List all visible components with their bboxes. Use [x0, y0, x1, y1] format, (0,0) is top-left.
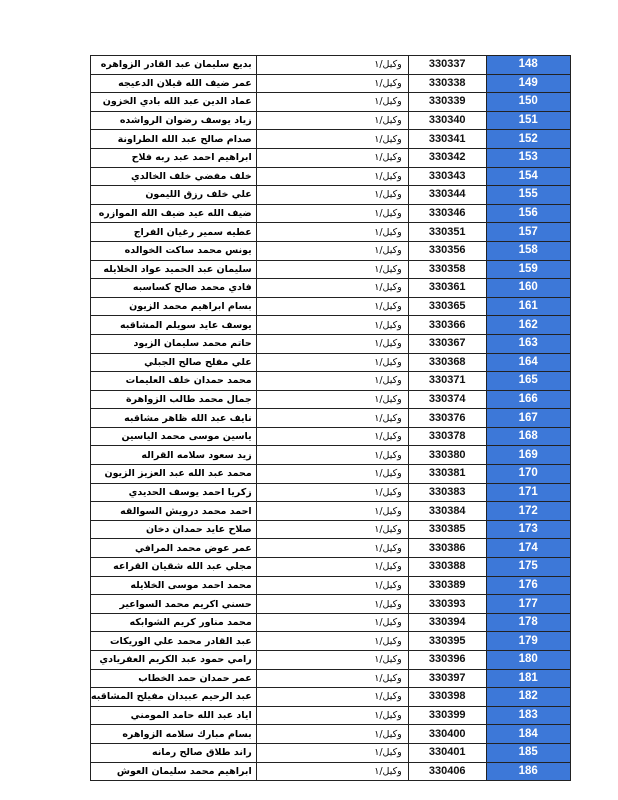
employee-name-cell: حسني اكريم محمد السواعير [91, 595, 257, 614]
role-cell: وكيل/١ [256, 688, 408, 707]
employee-code-cell: 330365 [408, 297, 486, 316]
row-number-cell: 183 [486, 706, 570, 725]
table-row [91, 334, 571, 353]
role-cell: وكيل/١ [256, 372, 408, 391]
role-cell: وكيل/١ [256, 558, 408, 577]
employee-code-cell: 330400 [408, 725, 486, 744]
employee-name-cell: محمد حمدان خلف العليمات [91, 372, 257, 391]
row-number-cell: 179 [486, 632, 570, 651]
employee-name-cell: زياد يوسف رضوان الرواشده [91, 111, 257, 130]
employee-code-cell: 330367 [408, 334, 486, 353]
employee-name-cell: يونس محمد ساكت الخوالده [91, 241, 257, 260]
table-row [91, 93, 571, 112]
row-number-cell: 149 [486, 74, 570, 93]
personnel-table [90, 55, 571, 781]
role-cell: وكيل/١ [256, 279, 408, 298]
row-number-cell: 158 [486, 241, 570, 260]
role-cell: وكيل/١ [256, 241, 408, 260]
row-number-cell: 176 [486, 576, 570, 595]
employee-code-cell: 330343 [408, 167, 486, 186]
row-number-cell: 160 [486, 279, 570, 298]
employee-code-cell: 330366 [408, 316, 486, 335]
table-row [91, 520, 571, 539]
employee-name-cell: راند طلاق صالح رمانه [91, 743, 257, 762]
table-row [91, 669, 571, 688]
employee-name-cell: بسام ابراهيم محمد الزيون [91, 297, 257, 316]
employee-name-cell: عطيه سمير رغيان الفراج [91, 223, 257, 242]
table-row [91, 595, 571, 614]
role-cell: وكيل/١ [256, 427, 408, 446]
role-cell: وكيل/١ [256, 706, 408, 725]
employee-code-cell: 330401 [408, 743, 486, 762]
table-row [91, 353, 571, 372]
employee-name-cell: مجلي عبد الله شقيان القراعه [91, 558, 257, 577]
employee-name-cell: زكريا احمد يوسف الحديدي [91, 483, 257, 502]
employee-name-cell: رامي حمود عبد الكريم العفريادي [91, 651, 257, 670]
table-row [91, 725, 571, 744]
employee-name-cell: سليمان عبد الحميد عواد الخلايله [91, 260, 257, 279]
row-number-cell: 153 [486, 148, 570, 167]
row-number-cell: 150 [486, 93, 570, 112]
employee-name-cell: فادي محمد صالح كساسبه [91, 279, 257, 298]
row-number-cell: 180 [486, 651, 570, 670]
employee-code-cell: 330342 [408, 148, 486, 167]
table-row [91, 279, 571, 298]
employee-name-cell: بسام مبارك سلامه الزواهره [91, 725, 257, 744]
table-row [91, 651, 571, 670]
employee-name-cell: عبد القادر محمد علي الوريكات [91, 632, 257, 651]
role-cell: وكيل/١ [256, 316, 408, 335]
employee-name-cell: احمد محمد درويش السوالقه [91, 502, 257, 521]
row-number-cell: 173 [486, 520, 570, 539]
role-cell: وكيل/١ [256, 260, 408, 279]
table-row [91, 74, 571, 93]
employee-name-cell: بديع سليمان عبد القادر الزواهره [91, 56, 257, 75]
row-number-cell: 164 [486, 353, 570, 372]
row-number-cell: 167 [486, 409, 570, 428]
table-row [91, 446, 571, 465]
row-number-cell: 171 [486, 483, 570, 502]
table-row [91, 409, 571, 428]
employee-name-cell: اياد عبد الله حامد المومني [91, 706, 257, 725]
employee-code-cell: 330358 [408, 260, 486, 279]
row-number-cell: 174 [486, 539, 570, 558]
employee-name-cell: ضيف الله عيد ضيف الله الموازره [91, 204, 257, 223]
role-cell: وكيل/١ [256, 353, 408, 372]
employee-name-cell: ياسين موسى محمد الياسين [91, 427, 257, 446]
employee-name-cell: جمال محمد طالب الزواهرة [91, 390, 257, 409]
role-cell: وكيل/١ [256, 56, 408, 75]
employee-code-cell: 330374 [408, 390, 486, 409]
employee-name-cell: نايف عبد الله ظاهر مشاقبه [91, 409, 257, 428]
table-row [91, 483, 571, 502]
role-cell: وكيل/١ [256, 483, 408, 502]
role-cell: وكيل/١ [256, 130, 408, 149]
employee-code-cell: 330394 [408, 613, 486, 632]
employee-code-cell: 330406 [408, 762, 486, 781]
employee-code-cell: 330341 [408, 130, 486, 149]
employee-code-cell: 330380 [408, 446, 486, 465]
row-number-cell: 165 [486, 372, 570, 391]
employee-name-cell: محمد عبد الله عبد العزيز الزيون [91, 465, 257, 484]
role-cell: وكيل/١ [256, 539, 408, 558]
employee-code-cell: 330393 [408, 595, 486, 614]
employee-name-cell: عمر ضيف الله قيلان الدعيجه [91, 74, 257, 93]
role-cell: وكيل/١ [256, 465, 408, 484]
role-cell: وكيل/١ [256, 520, 408, 539]
employee-name-cell: محمد مناور كريم الشوابكه [91, 613, 257, 632]
role-cell: وكيل/١ [256, 743, 408, 762]
employee-code-cell: 330337 [408, 56, 486, 75]
employee-code-cell: 330381 [408, 465, 486, 484]
employee-name-cell: علي مفلح صالح الجبلي [91, 353, 257, 372]
row-number-cell: 181 [486, 669, 570, 688]
employee-name-cell: خلف مفضي خلف الخالدي [91, 167, 257, 186]
employee-name-cell: محمد احمد موسى الخلايله [91, 576, 257, 595]
employee-code-cell: 330399 [408, 706, 486, 725]
employee-code-cell: 330378 [408, 427, 486, 446]
table-row [91, 762, 571, 781]
table-row [91, 390, 571, 409]
row-number-cell: 170 [486, 465, 570, 484]
row-number-cell: 178 [486, 613, 570, 632]
table-row [91, 148, 571, 167]
row-number-cell: 169 [486, 446, 570, 465]
row-number-cell: 156 [486, 204, 570, 223]
role-cell: وكيل/١ [256, 93, 408, 112]
row-number-cell: 162 [486, 316, 570, 335]
row-number-cell: 166 [486, 390, 570, 409]
employee-code-cell: 330361 [408, 279, 486, 298]
role-cell: وكيل/١ [256, 632, 408, 651]
row-number-cell: 151 [486, 111, 570, 130]
employee-code-cell: 330376 [408, 409, 486, 428]
employee-name-cell: صدام صالح عبد الله الطراونة [91, 130, 257, 149]
table-row [91, 223, 571, 242]
role-cell: وكيل/١ [256, 334, 408, 353]
table-row [91, 576, 571, 595]
employee-code-cell: 330338 [408, 74, 486, 93]
employee-code-cell: 330344 [408, 186, 486, 205]
employee-code-cell: 330346 [408, 204, 486, 223]
table-row [91, 632, 571, 651]
row-number-cell: 177 [486, 595, 570, 614]
role-cell: وكيل/١ [256, 223, 408, 242]
table-row [91, 204, 571, 223]
employee-code-cell: 330383 [408, 483, 486, 502]
employee-code-cell: 330371 [408, 372, 486, 391]
employee-name-cell: علي خلف رزق الليمون [91, 186, 257, 205]
table-row [91, 613, 571, 632]
employee-code-cell: 330395 [408, 632, 486, 651]
employee-code-cell: 330398 [408, 688, 486, 707]
role-cell: وكيل/١ [256, 204, 408, 223]
table-row [91, 111, 571, 130]
row-number-cell: 175 [486, 558, 570, 577]
role-cell: وكيل/١ [256, 297, 408, 316]
table-row [91, 743, 571, 762]
employee-name-cell: حاتم محمد سليمان الزيود [91, 334, 257, 353]
table-row [91, 297, 571, 316]
employee-name-cell: عماد الدين عبد الله بادي الخزون [91, 93, 257, 112]
role-cell: وكيل/١ [256, 669, 408, 688]
role-cell: وكيل/١ [256, 576, 408, 595]
employee-code-cell: 330397 [408, 669, 486, 688]
table-row [91, 372, 571, 391]
table-row [91, 316, 571, 335]
table-row [91, 186, 571, 205]
employee-code-cell: 330339 [408, 93, 486, 112]
table-row [91, 56, 571, 75]
role-cell: وكيل/١ [256, 446, 408, 465]
role-cell: وكيل/١ [256, 409, 408, 428]
row-number-cell: 186 [486, 762, 570, 781]
row-number-cell: 184 [486, 725, 570, 744]
row-number-cell: 161 [486, 297, 570, 316]
role-cell: وكيل/١ [256, 651, 408, 670]
role-cell: وكيل/١ [256, 186, 408, 205]
employee-code-cell: 330384 [408, 502, 486, 521]
employee-code-cell: 330356 [408, 241, 486, 260]
row-number-cell: 172 [486, 502, 570, 521]
row-number-cell: 148 [486, 56, 570, 75]
role-cell: وكيل/١ [256, 167, 408, 186]
row-number-cell: 154 [486, 167, 570, 186]
table-row [91, 539, 571, 558]
personnel-table-body [91, 56, 571, 781]
table-row [91, 260, 571, 279]
employee-name-cell: ابراهيم احمد عبد ربه فلاح [91, 148, 257, 167]
employee-name-cell: زيد سعود سلامه القراله [91, 446, 257, 465]
role-cell: وكيل/١ [256, 762, 408, 781]
row-number-cell: 163 [486, 334, 570, 353]
employee-code-cell: 330396 [408, 651, 486, 670]
employee-code-cell: 330351 [408, 223, 486, 242]
table-row [91, 241, 571, 260]
table-row [91, 167, 571, 186]
employee-code-cell: 330388 [408, 558, 486, 577]
table-row [91, 688, 571, 707]
table-row [91, 465, 571, 484]
role-cell: وكيل/١ [256, 613, 408, 632]
employee-name-cell: صلاح عايد حمدان دخان [91, 520, 257, 539]
row-number-cell: 159 [486, 260, 570, 279]
role-cell: وكيل/١ [256, 390, 408, 409]
employee-code-cell: 330386 [408, 539, 486, 558]
row-number-cell: 185 [486, 743, 570, 762]
row-number-cell: 157 [486, 223, 570, 242]
role-cell: وكيل/١ [256, 111, 408, 130]
row-number-cell: 182 [486, 688, 570, 707]
row-number-cell: 152 [486, 130, 570, 149]
role-cell: وكيل/١ [256, 595, 408, 614]
employee-name-cell: عمر عوض محمد المرافي [91, 539, 257, 558]
role-cell: وكيل/١ [256, 725, 408, 744]
role-cell: وكيل/١ [256, 502, 408, 521]
employee-name-cell: عبد الرحيم عبيدان مفيلح المشاقبه [91, 688, 257, 707]
row-number-cell: 155 [486, 186, 570, 205]
table-row [91, 706, 571, 725]
table-row [91, 502, 571, 521]
employee-code-cell: 330385 [408, 520, 486, 539]
employee-name-cell: يوسف عايد سويلم المشاقبه [91, 316, 257, 335]
role-cell: وكيل/١ [256, 74, 408, 93]
table-row [91, 558, 571, 577]
employee-name-cell: عمر حمدان حمد الخطاب [91, 669, 257, 688]
row-number-cell: 168 [486, 427, 570, 446]
employee-code-cell: 330389 [408, 576, 486, 595]
employee-code-cell: 330368 [408, 353, 486, 372]
table-row [91, 130, 571, 149]
employee-name-cell: ابراهيم محمد سليمان العوش [91, 762, 257, 781]
role-cell: وكيل/١ [256, 148, 408, 167]
table-row [91, 427, 571, 446]
employee-code-cell: 330340 [408, 111, 486, 130]
